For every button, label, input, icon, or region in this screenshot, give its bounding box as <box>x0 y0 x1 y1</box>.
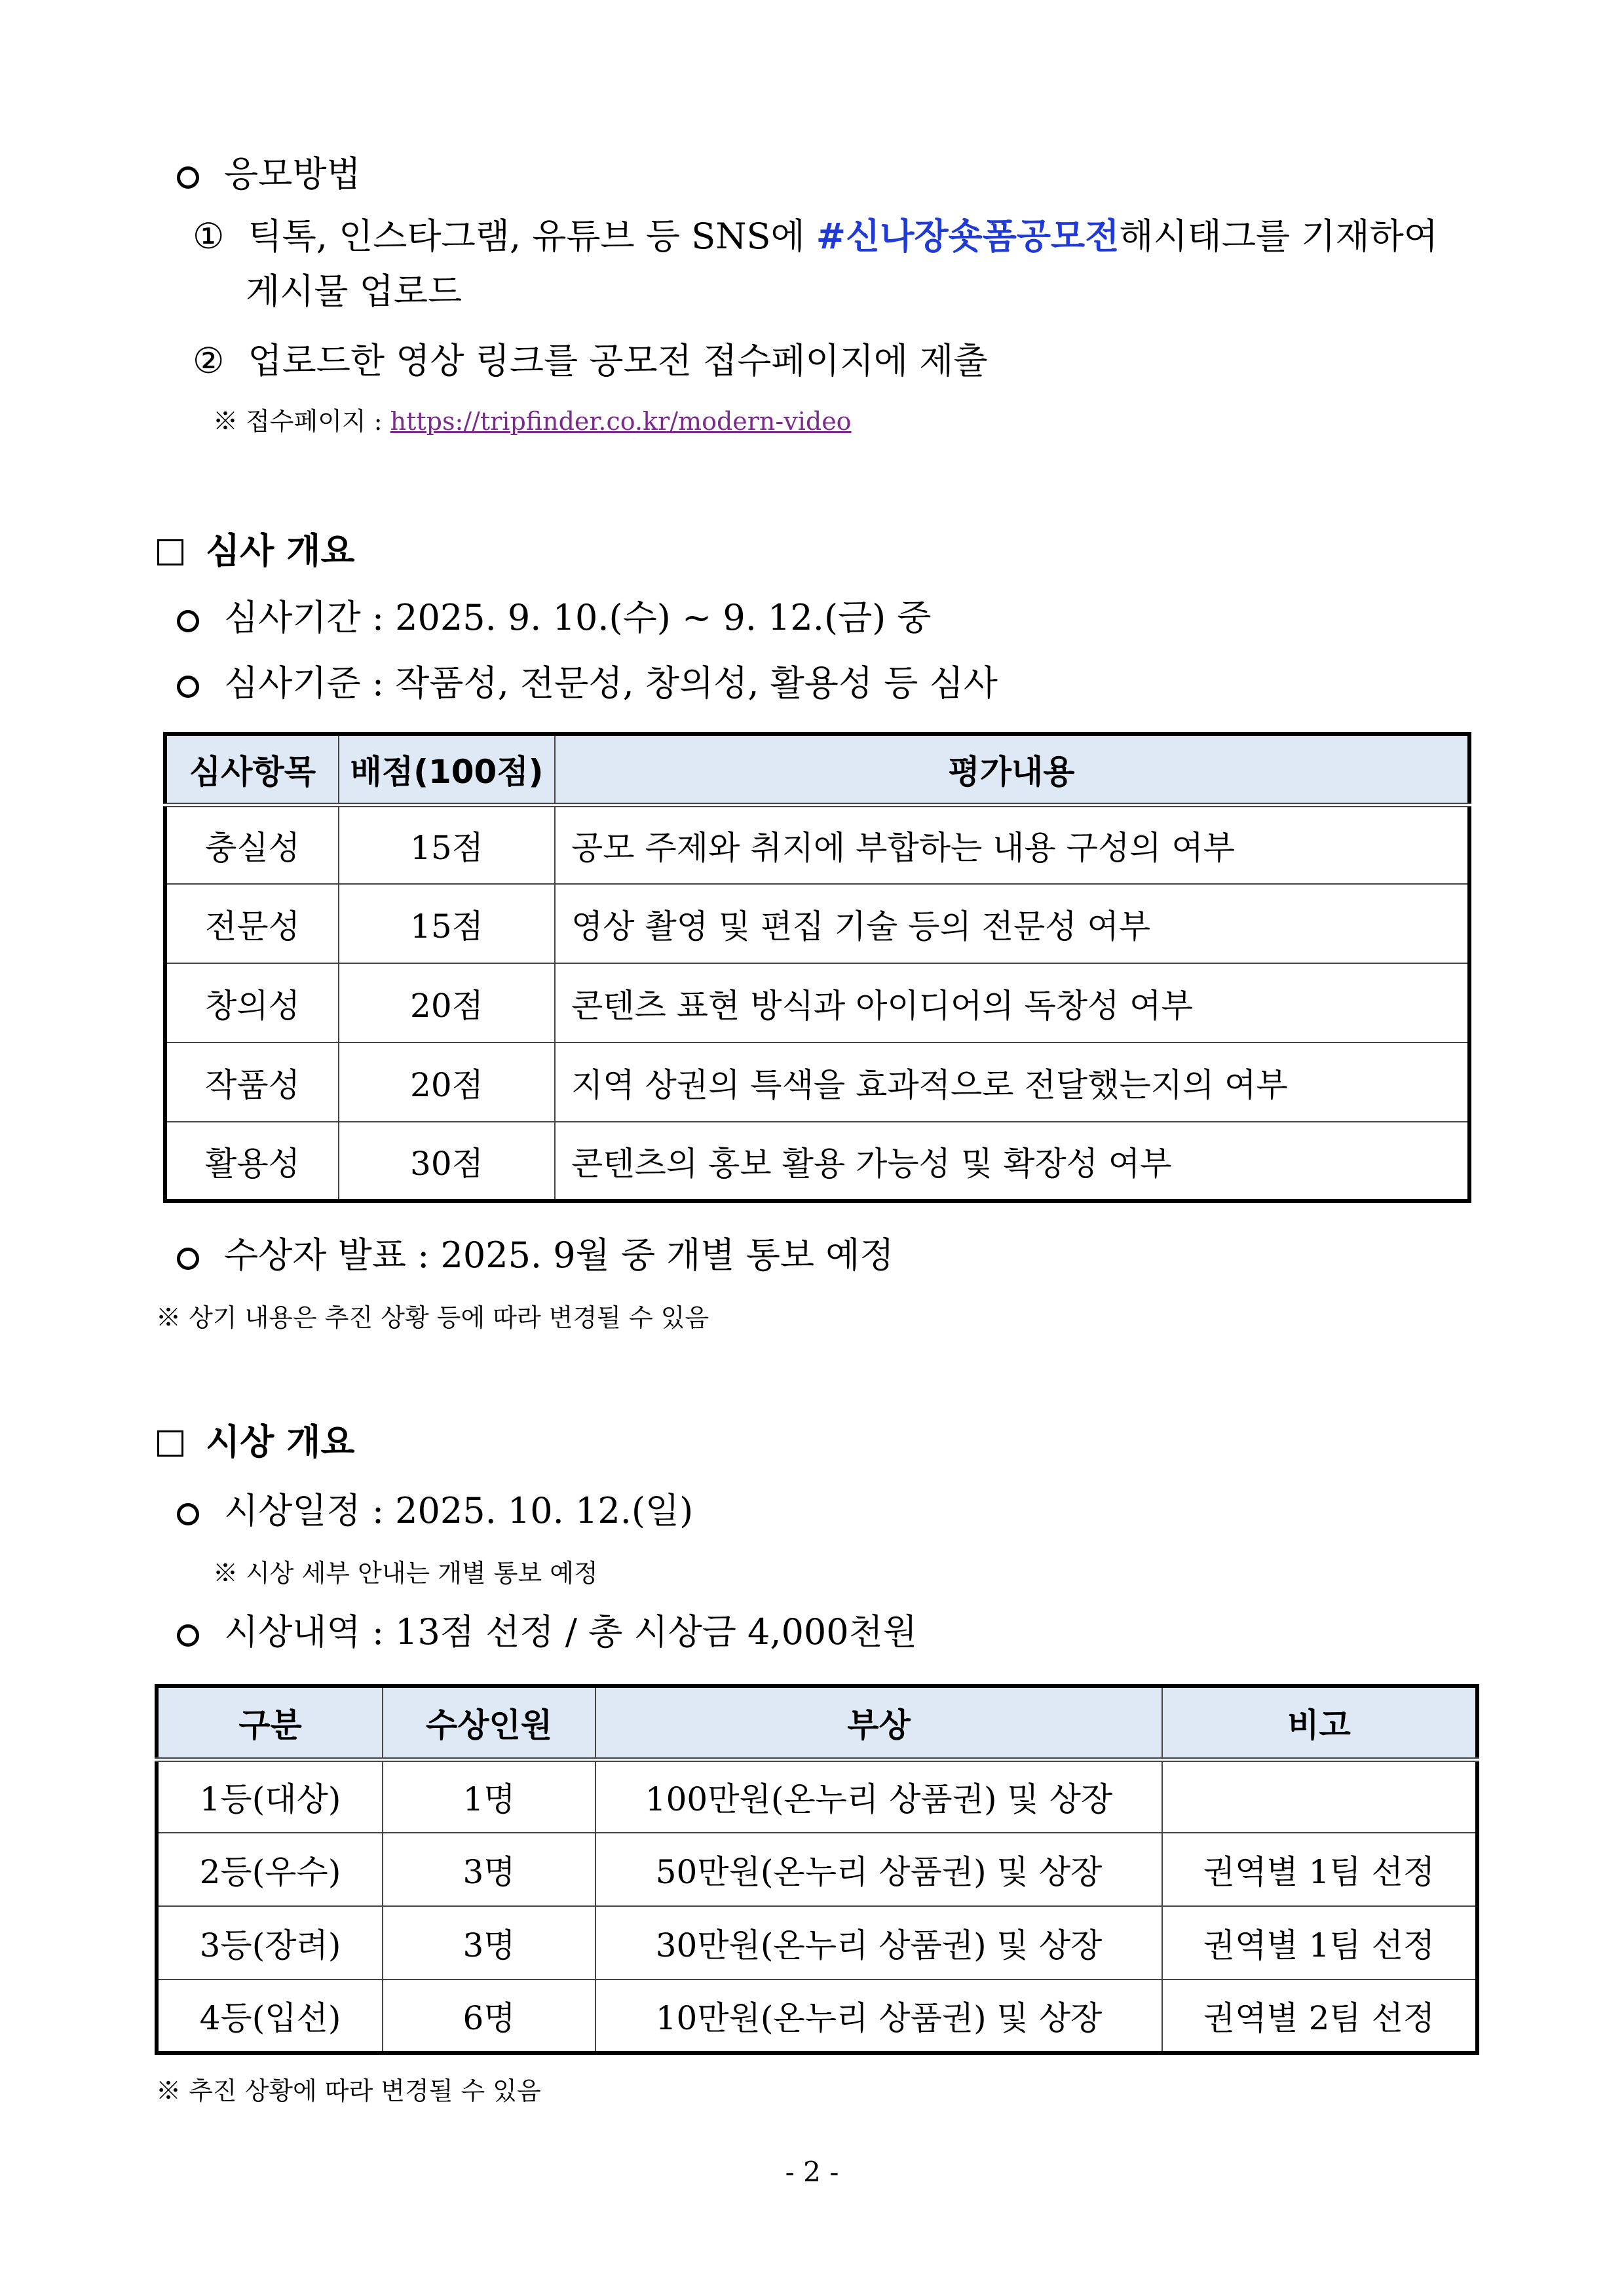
table-header: 심사항목 <box>165 734 339 805</box>
table-header: 평가내용 <box>555 734 1469 805</box>
checkbox-square-icon <box>157 1430 183 1457</box>
review-section-title: 심사 개요 <box>157 531 354 571</box>
table-cell: 4등(입선) <box>157 1980 383 2053</box>
step1-text-end: 해시태그를 기재하여 <box>1119 216 1438 257</box>
table-cell: 10만원(온누리 상품권) 및 상장 <box>595 1980 1162 2053</box>
table-row <box>157 1980 1477 2053</box>
circle-bullet-icon <box>177 1624 199 1647</box>
method-step-2 <box>193 341 988 381</box>
table-header: 부상 <box>595 1686 1162 1759</box>
table-cell: 활용성 <box>165 1122 339 1201</box>
review-criteria: 심사기준 : 작품성, 전문성, 창의성, 활용성 등 심사 <box>177 663 998 704</box>
table-cell: 콘텐츠 표현 방식과 아이디어의 독창성 여부 <box>555 963 1469 1043</box>
table-cell: 100만원(온누리 상품권) 및 상장 <box>595 1759 1162 1833</box>
table-cell: 3명 <box>383 1906 595 1980</box>
table-header: 수상인원 <box>383 1686 595 1759</box>
table-row <box>165 963 1469 1043</box>
table-row <box>157 1833 1477 1906</box>
table-cell: 30만원(온누리 상품권) 및 상장 <box>595 1906 1162 1980</box>
table-cell: 전문성 <box>165 884 339 963</box>
checkbox-square-icon <box>157 539 183 565</box>
hashtag-text: #신나장숏폼공모전 <box>816 216 1120 257</box>
table-header: 비고 <box>1162 1686 1477 1759</box>
table-cell: 15점 <box>339 884 555 963</box>
table-cell: 영상 촬영 및 편집 기술 등의 전문성 여부 <box>555 884 1469 963</box>
circle-bullet-icon <box>177 1248 199 1270</box>
award-date-note: ※ 시상 세부 안내는 개별 통보 예정 <box>213 1559 598 1588</box>
table-header-row <box>157 1686 1477 1759</box>
review-table <box>163 732 1471 1203</box>
table-cell: 2등(우수) <box>157 1833 383 1906</box>
table-cell: 6명 <box>383 1980 595 2053</box>
step-number: ① <box>193 216 225 257</box>
submission-note: ※ 접수페이지 : https://tripfinder.co.kr/modern-video <box>213 407 852 436</box>
table-cell: 20점 <box>339 1043 555 1122</box>
table-row <box>165 1043 1469 1122</box>
award-note: ※ 추진 상황에 따라 변경될 수 있음 <box>156 2076 541 2105</box>
award-date: 시상일정 : 2025. 10. 12.(일) <box>177 1491 693 1531</box>
table-cell: 권역별 1팀 선정 <box>1162 1906 1477 1980</box>
table-cell: 공모 주제와 취지에 부합하는 내용 구성의 여부 <box>555 805 1469 884</box>
table-cell: 1명 <box>383 1759 595 1833</box>
review-period: 심사기간 : 2025. 9. 10.(수) ~ 9. 12.(금) 중 <box>177 598 932 638</box>
table-row <box>157 1759 1477 1833</box>
step2-text: 업로드한 영상 링크를 공모전 접수페이지에 제출 <box>248 340 988 381</box>
table-header: 구분 <box>157 1686 383 1759</box>
table-cell: 30점 <box>339 1122 555 1201</box>
method-heading: 응모방법 <box>177 154 361 195</box>
award-details: 시상내역 : 13점 선정 / 총 시상금 4,000천원 <box>177 1612 917 1653</box>
table-header-row <box>165 734 1469 805</box>
table-cell: 3등(장려) <box>157 1906 383 1980</box>
table-row <box>165 1122 1469 1201</box>
table-header: 배점(100점) <box>339 734 555 805</box>
review-announce: 수상자 발표 : 2025. 9월 중 개별 통보 예정 <box>177 1235 894 1276</box>
table-cell: 충실성 <box>165 805 339 884</box>
table-cell: 3명 <box>383 1833 595 1906</box>
table-row <box>157 1906 1477 1980</box>
circle-bullet-icon <box>177 676 199 698</box>
submission-link[interactable]: https://tripfinder.co.kr/modern-video <box>390 407 852 436</box>
method-step-1-cont: 게시물 업로드 <box>246 271 463 312</box>
table-cell: 권역별 1팀 선정 <box>1162 1833 1477 1906</box>
table-row <box>165 805 1469 884</box>
table-cell: 권역별 2팀 선정 <box>1162 1980 1477 2053</box>
table-cell <box>1162 1759 1477 1833</box>
table-cell: 20점 <box>339 963 555 1043</box>
table-cell: 창의성 <box>165 963 339 1043</box>
table-cell: 15점 <box>339 805 555 884</box>
circle-bullet-icon <box>177 610 199 632</box>
table-cell: 1등(대상) <box>157 1759 383 1833</box>
table-cell: 콘텐츠의 홍보 활용 가능성 및 확장성 여부 <box>555 1122 1469 1201</box>
circle-bullet-icon <box>177 166 199 189</box>
method-step-1 <box>193 216 1438 257</box>
table-cell: 50만원(온누리 상품권) 및 상장 <box>595 1833 1162 1906</box>
step1-text: 틱톡, 인스타그램, 유튜브 등 SNS에 <box>248 216 805 257</box>
table-cell: 작품성 <box>165 1043 339 1122</box>
award-table <box>155 1684 1479 2055</box>
review-note: ※ 상기 내용은 추진 상황 등에 따라 변경될 수 있음 <box>156 1303 709 1332</box>
circle-bullet-icon <box>177 1503 199 1525</box>
table-cell: 지역 상권의 특색을 효과적으로 전달했는지의 여부 <box>555 1043 1469 1122</box>
step-number: ② <box>193 340 225 381</box>
page-number: - 2 - <box>785 2156 839 2188</box>
award-section-title: 시상 개요 <box>157 1422 354 1463</box>
table-row <box>165 884 1469 963</box>
